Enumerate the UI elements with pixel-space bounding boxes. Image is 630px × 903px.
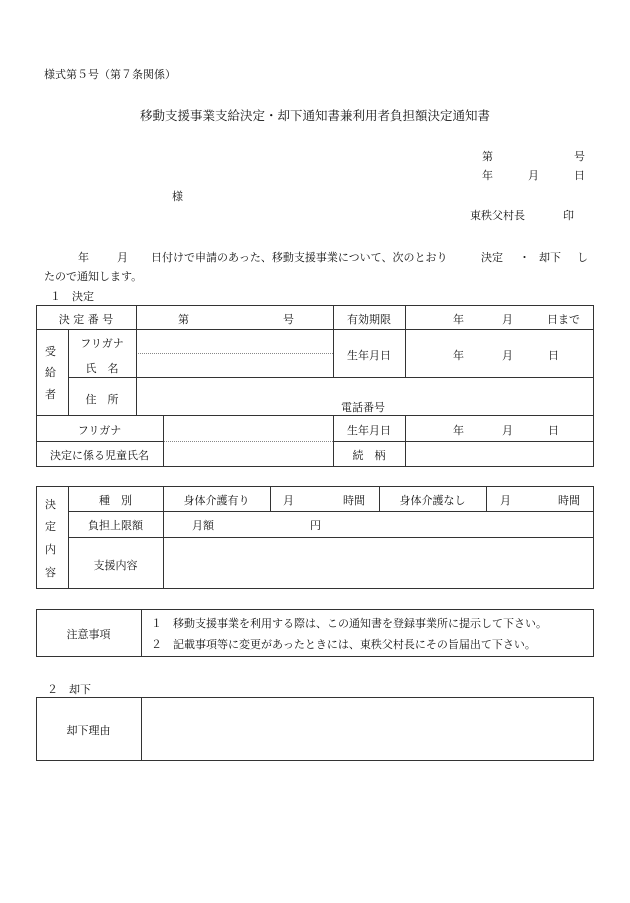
decision-no-dai: 第 xyxy=(178,313,189,326)
section1-heading: １ 決定 xyxy=(50,290,94,303)
notes-item-1: １ 移動支援事業を利用する際は、この通知書を登録事業所に提示して下さい。 xyxy=(151,617,547,630)
validity-nen: 年 xyxy=(453,313,464,326)
intro-line2: たので通知します。 xyxy=(44,270,143,283)
form-label: 様式第５号（第７条関係） xyxy=(44,68,176,81)
rejection-reason-label: 却下理由 xyxy=(66,724,111,737)
child-birth-tsuki: 月 xyxy=(502,424,513,437)
validity-tsuki: 月 xyxy=(502,313,513,326)
child-name-label: 決定に係る児童氏名 xyxy=(50,449,149,462)
recipient-char-3: 者 xyxy=(45,388,56,401)
without-care-month: 月 xyxy=(500,494,511,507)
with-care-hours: 時間 xyxy=(343,494,365,507)
decision-no-go: 号 xyxy=(283,313,294,326)
birth-nen: 年 xyxy=(453,349,464,362)
type-label: 種 別 xyxy=(99,494,132,507)
intro-tsuki: 月 xyxy=(117,251,128,264)
burden-label: 負担上限額 xyxy=(88,519,143,532)
content-char-4: 容 xyxy=(45,566,56,579)
address-label: 住 所 xyxy=(85,393,119,406)
burden-monthly: 月額 xyxy=(192,519,214,532)
header-go: 号 xyxy=(574,150,585,163)
child-birth-label: 生年月日 xyxy=(347,424,391,437)
intro-decision: 決定 xyxy=(481,251,503,264)
header-hi: 日 xyxy=(574,169,585,182)
content-char-2: 定 xyxy=(45,520,56,533)
child-birth-hi: 日 xyxy=(548,424,559,437)
header-nen: 年 xyxy=(482,169,493,182)
notes-item-2: ２ 記載事項等に変更があったときには、東秩父村長にその旨届出て下さい。 xyxy=(151,638,536,651)
seal-mark: 印 xyxy=(563,209,574,222)
furigana-label: フリガナ xyxy=(80,337,124,350)
name-label: 氏 名 xyxy=(85,362,119,375)
decision-no-label: 決 定 番 号 xyxy=(58,313,114,326)
issuer: 東秩父村長 xyxy=(470,209,525,222)
without-care-label: 身体介護なし xyxy=(399,494,466,507)
notes-label: 注意事項 xyxy=(66,628,111,641)
intro-dot: ・ xyxy=(519,251,530,264)
support-label: 支援内容 xyxy=(93,559,138,572)
validity-label: 有効期限 xyxy=(347,313,391,326)
birth-hi: 日 xyxy=(548,349,559,362)
content-char-1: 決 xyxy=(45,498,56,511)
with-care-month: 月 xyxy=(283,494,294,507)
intro-rejection: 却下 xyxy=(539,251,561,264)
recipient-char-2: 給 xyxy=(45,366,56,379)
birth-tsuki: 月 xyxy=(502,349,513,362)
header-dai: 第 xyxy=(482,150,493,163)
child-furigana-label: フリガナ xyxy=(77,424,122,437)
intro-nen: 年 xyxy=(78,251,89,264)
page-title: 移動支援事業支給決定・却下通知書兼利用者負担額決定通知書 xyxy=(139,108,490,123)
header-tsuki: 月 xyxy=(528,169,539,182)
content-char-3: 内 xyxy=(45,543,56,556)
validity-hi: 日まで xyxy=(547,313,580,326)
intro-shi: し xyxy=(577,251,588,264)
child-birth-nen: 年 xyxy=(453,424,464,437)
relation-label: 続 柄 xyxy=(352,449,386,462)
with-care-label: 身体介護有り xyxy=(183,494,250,507)
birth-label: 生年月日 xyxy=(347,349,391,362)
intro-text: 日付けで申請のあった、移動支援事業について、次のとおり xyxy=(151,251,448,264)
section2-heading: ２ 却下 xyxy=(47,683,91,696)
without-care-hours: 時間 xyxy=(558,494,580,507)
phone-label: 電話番号 xyxy=(341,401,385,414)
addressee-sama: 様 xyxy=(172,190,183,203)
burden-yen: 円 xyxy=(310,519,321,532)
recipient-char-1: 受 xyxy=(45,345,56,358)
